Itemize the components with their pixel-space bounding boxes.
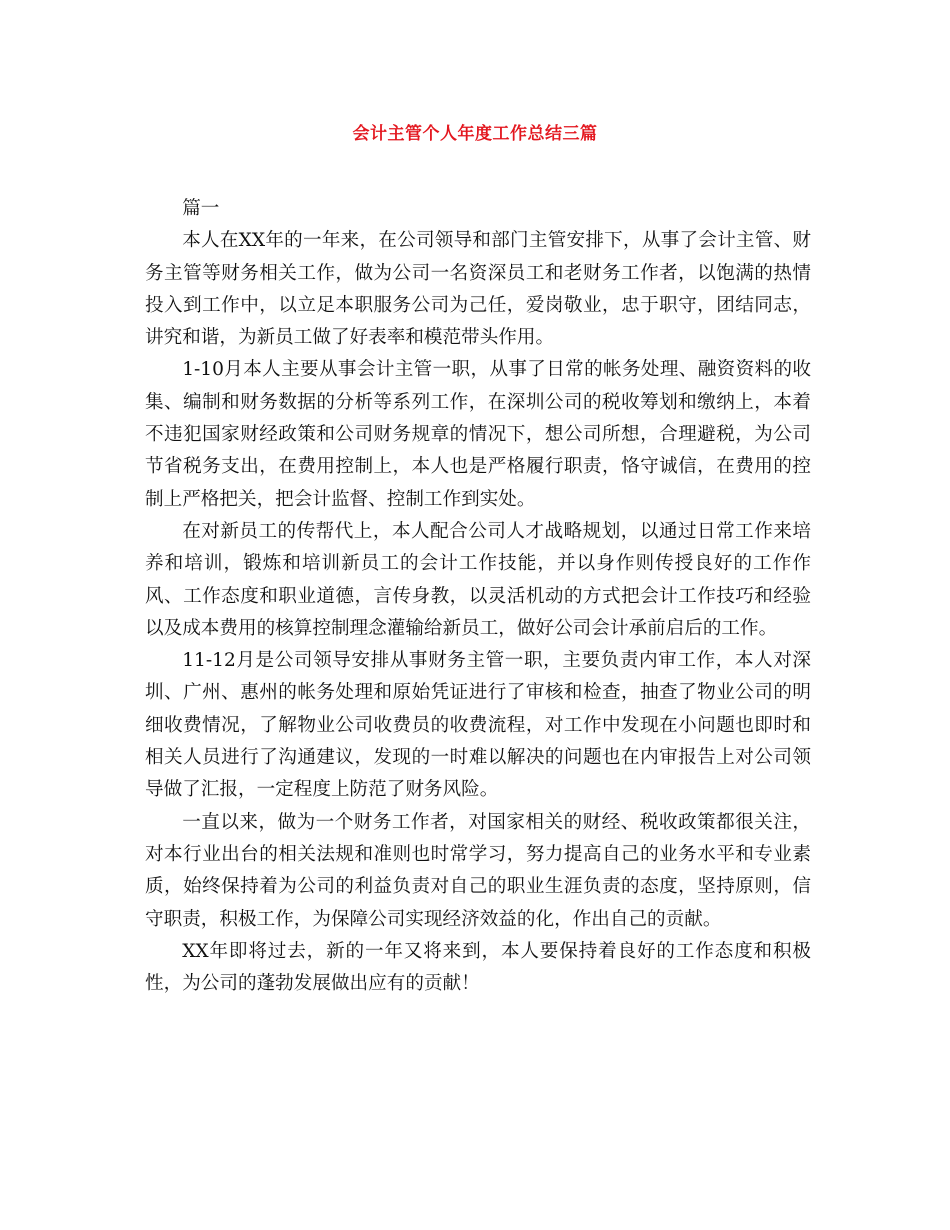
body-paragraph: 1-10月本人主要从事会计主管一职，从事了日常的帐务处理、融资资料的收集、编制和财务数据的分析等系列工作，在深圳公司的税收筹划和缴纳上，本着不违犯国家财经政策和公司财务规章的情况下，想公司所想，合理避税，为公司节省税务支出，在费用控制上，本人也是严格履行职责，恪守诚信，在费用的控制上严格把关，把会计监督、控制工作到实处。 [145,359,811,510]
body-paragraph: 11-12月是公司领导安排从事财务主管一职，主要负责内审工作，本人对深圳、广州、惠州的帐务处理和原始凭证进行了审核和检查，抽查了物业公司的明细收费情况，了解物业公司收费员的收费流程，对工作中发现在小问题也即时和相关人员进行了沟通建议，发现的一时难以解决的问题也在内审报告上对公司领导做了汇报，一定程度上防范了财务风险。 [145,650,811,801]
document-body [145,193,811,1000]
document-title: 会计主管个人年度工作总结三篇 [352,124,598,144]
body-paragraph: 在对新员工的传帮代上，本人配合公司人才战略规划，以通过日常工作来培养和培训，锻炼和培训新员工的会计工作技能，并以身作则传授良好的工作作风、工作态度和职业道德，言传身教，以灵活机动的方式把会计工作技巧和经验以及成本费用的核算控制理念灌输给新员工，做好公司会计承前启后的工作。 [145,520,811,639]
section-heading: 篇一 [182,198,220,219]
body-paragraph: XX年即将过去，新的一年又将来到，本人要保持着良好的工作态度和积极性，为公司的蓬勃发展做出应有的贡献！ [145,940,811,995]
body-paragraph: 本人在XX年的一年来，在公司领导和部门主管安排下，从事了会计主管、财务主管等财务相关工作，做为公司一名资深员工和老财务工作者，以饱满的热情投入到工作中，以立足本职服务公司为己任，爱岗敬业，忠于职守，团结同志，讲究和谐，为新员工做了好表率和模范带头作用。 [145,230,811,349]
body-paragraph: 一直以来，做为一个财务工作者，对国家相关的财经、税收政策都很关注，对本行业出台的相关法规和准则也时常学习，努力提高自己的业务水平和专业素质，始终保持着为公司的利益负责对自己的职业生涯负责的态度，坚持原则，信守职责，积极工作，为保障公司实现经济效益的化，作出自己的贡献。 [145,811,811,930]
